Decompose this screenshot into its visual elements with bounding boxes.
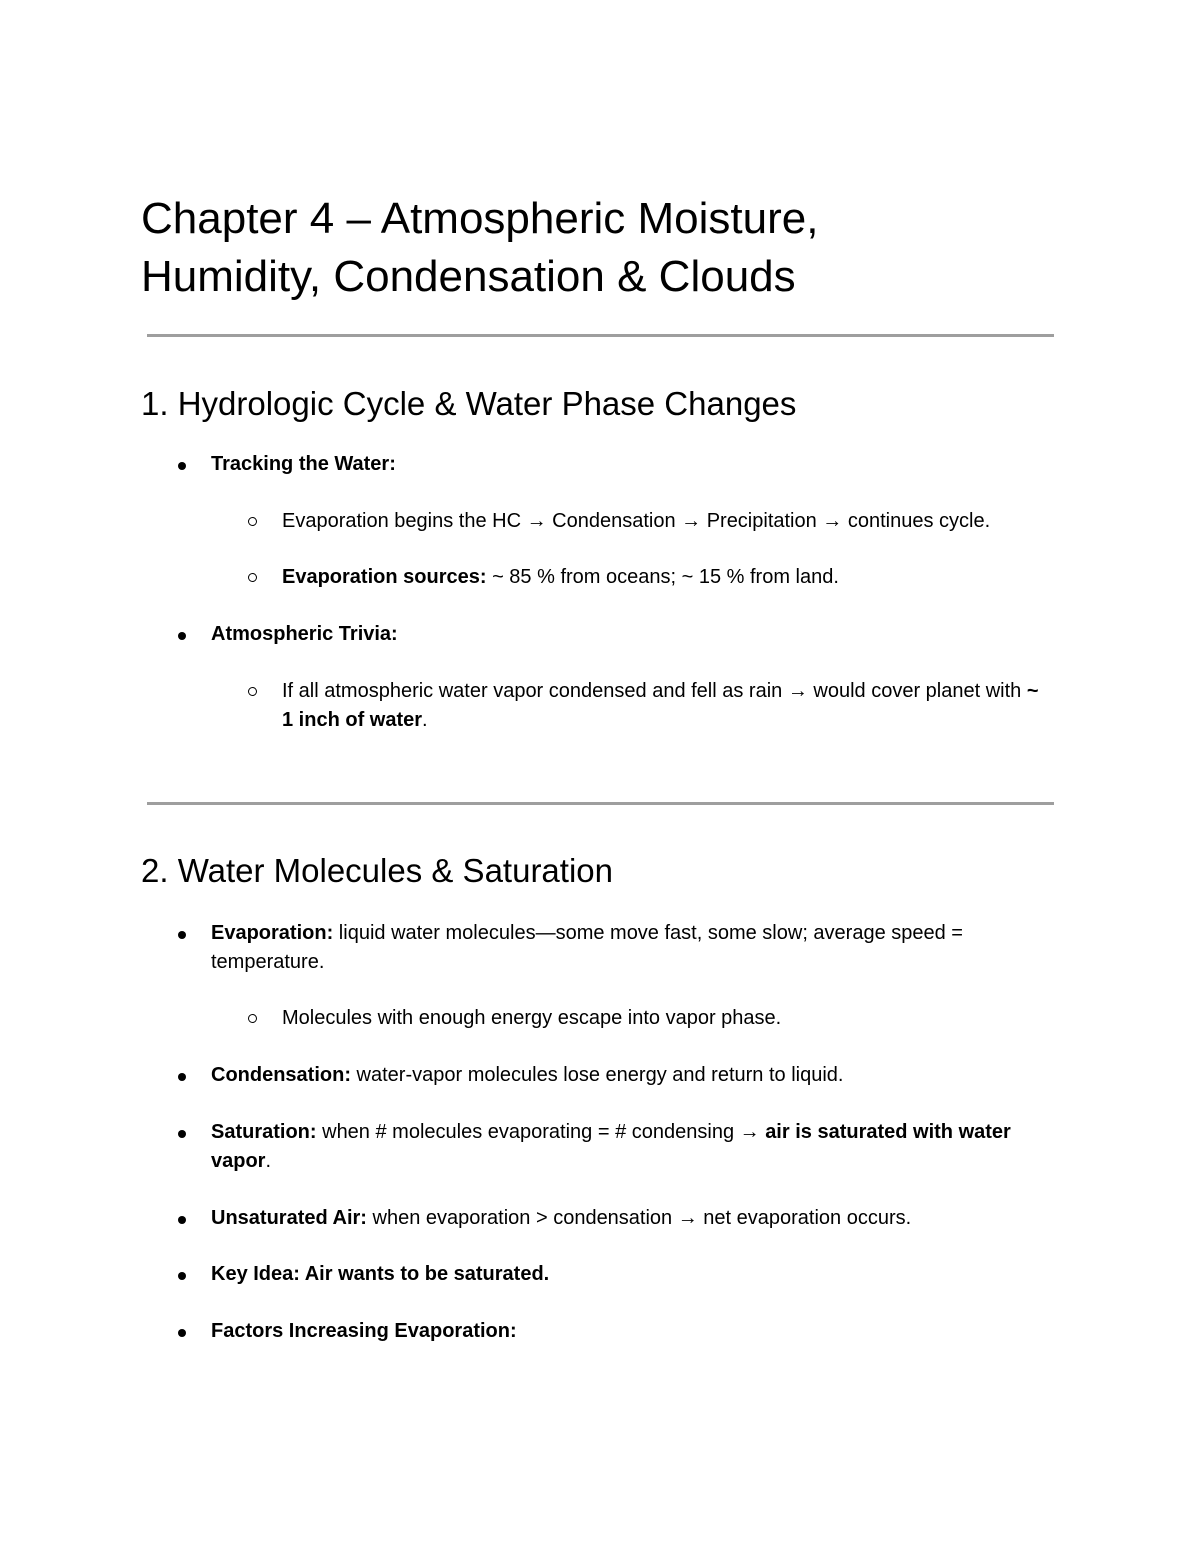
sources-label: Evaporation sources: — [282, 566, 487, 588]
tracking-sub-text: Evaporation begins the HC → Condensation → Precipitation → continues cycle. — [282, 510, 991, 532]
unsaturated-text: when evaporation > condensation → net evaporation occurs. — [366, 1207, 912, 1229]
circle-bullet-icon — [248, 687, 257, 696]
saturation-label: Saturation: — [211, 1121, 317, 1143]
list-item-tracking — [211, 450, 1041, 479]
sources-text: ~ 85 % from oceans; ~ 15 % from land. — [486, 566, 839, 588]
list-item-evaporation-sub — [282, 1004, 1052, 1033]
saturation-bold: air is saturated with water vapor — [211, 1121, 1011, 1172]
circle-bullet-icon — [248, 1014, 257, 1023]
evaporation-sub-text: Molecules with enough energy escape into vapor phase. — [282, 1007, 782, 1029]
horizontal-rule — [147, 802, 1054, 805]
saturation-end: . — [265, 1150, 272, 1172]
trivia-label: Atmospheric Trivia: — [211, 623, 398, 645]
list-item-trivia — [211, 620, 1041, 649]
evaporation-label: Evaporation: — [211, 922, 334, 944]
title-line-2: Humidity, Condensation & Clouds — [141, 252, 796, 301]
bullet-icon — [178, 1329, 186, 1337]
page-title — [141, 190, 1101, 306]
unsaturated-label: Unsaturated Air: — [211, 1207, 367, 1229]
list-item-sources — [282, 563, 1052, 592]
horizontal-rule — [147, 334, 1054, 337]
section-2-heading: 2. Water Molecules & Saturation — [141, 852, 613, 889]
saturation-text: when # molecules evaporating = # condensing → — [316, 1121, 766, 1143]
trivia-text: If all atmospheric water vapor condensed and fell as rain → would cover planet with — [282, 680, 1027, 702]
list-item-key-idea — [211, 1260, 1041, 1289]
evaporation-text: liquid water molecules—some move fast, some slow; average speed = temperature. — [211, 922, 963, 973]
list-item-trivia-sub — [282, 677, 1052, 735]
list-item-tracking-sub — [282, 507, 1052, 536]
key-idea-text: Key Idea: Air wants to be saturated. — [211, 1263, 550, 1285]
trivia-bold: ~ 1 inch of water — [282, 680, 1039, 731]
list-item-evaporation — [211, 919, 1041, 977]
condensation-text: water-vapor molecules lose energy and return to liquid. — [351, 1064, 844, 1086]
condensation-label: Condensation: — [211, 1064, 351, 1086]
circle-bullet-icon — [248, 573, 257, 582]
circle-bullet-icon — [248, 517, 257, 526]
section-1-heading: 1. Hydrologic Cycle & Water Phase Changes — [141, 385, 797, 422]
list-item-unsaturated — [211, 1204, 1041, 1233]
tracking-label: Tracking the Water: — [211, 453, 396, 475]
list-item-saturation — [211, 1118, 1041, 1176]
bullet-icon — [178, 462, 186, 470]
bullet-icon — [178, 632, 186, 640]
factors-label: Factors Increasing Evaporation: — [211, 1320, 517, 1342]
bullet-icon — [178, 1272, 186, 1280]
bullet-icon — [178, 1216, 186, 1224]
title-line-1: Chapter 4 – Atmospheric Moisture, — [141, 194, 819, 243]
list-item-condensation — [211, 1061, 1041, 1090]
list-item-factors — [211, 1317, 1041, 1346]
bullet-icon — [178, 1073, 186, 1081]
trivia-end: . — [422, 709, 428, 731]
bullet-icon — [178, 931, 186, 939]
bullet-icon — [178, 1130, 186, 1138]
